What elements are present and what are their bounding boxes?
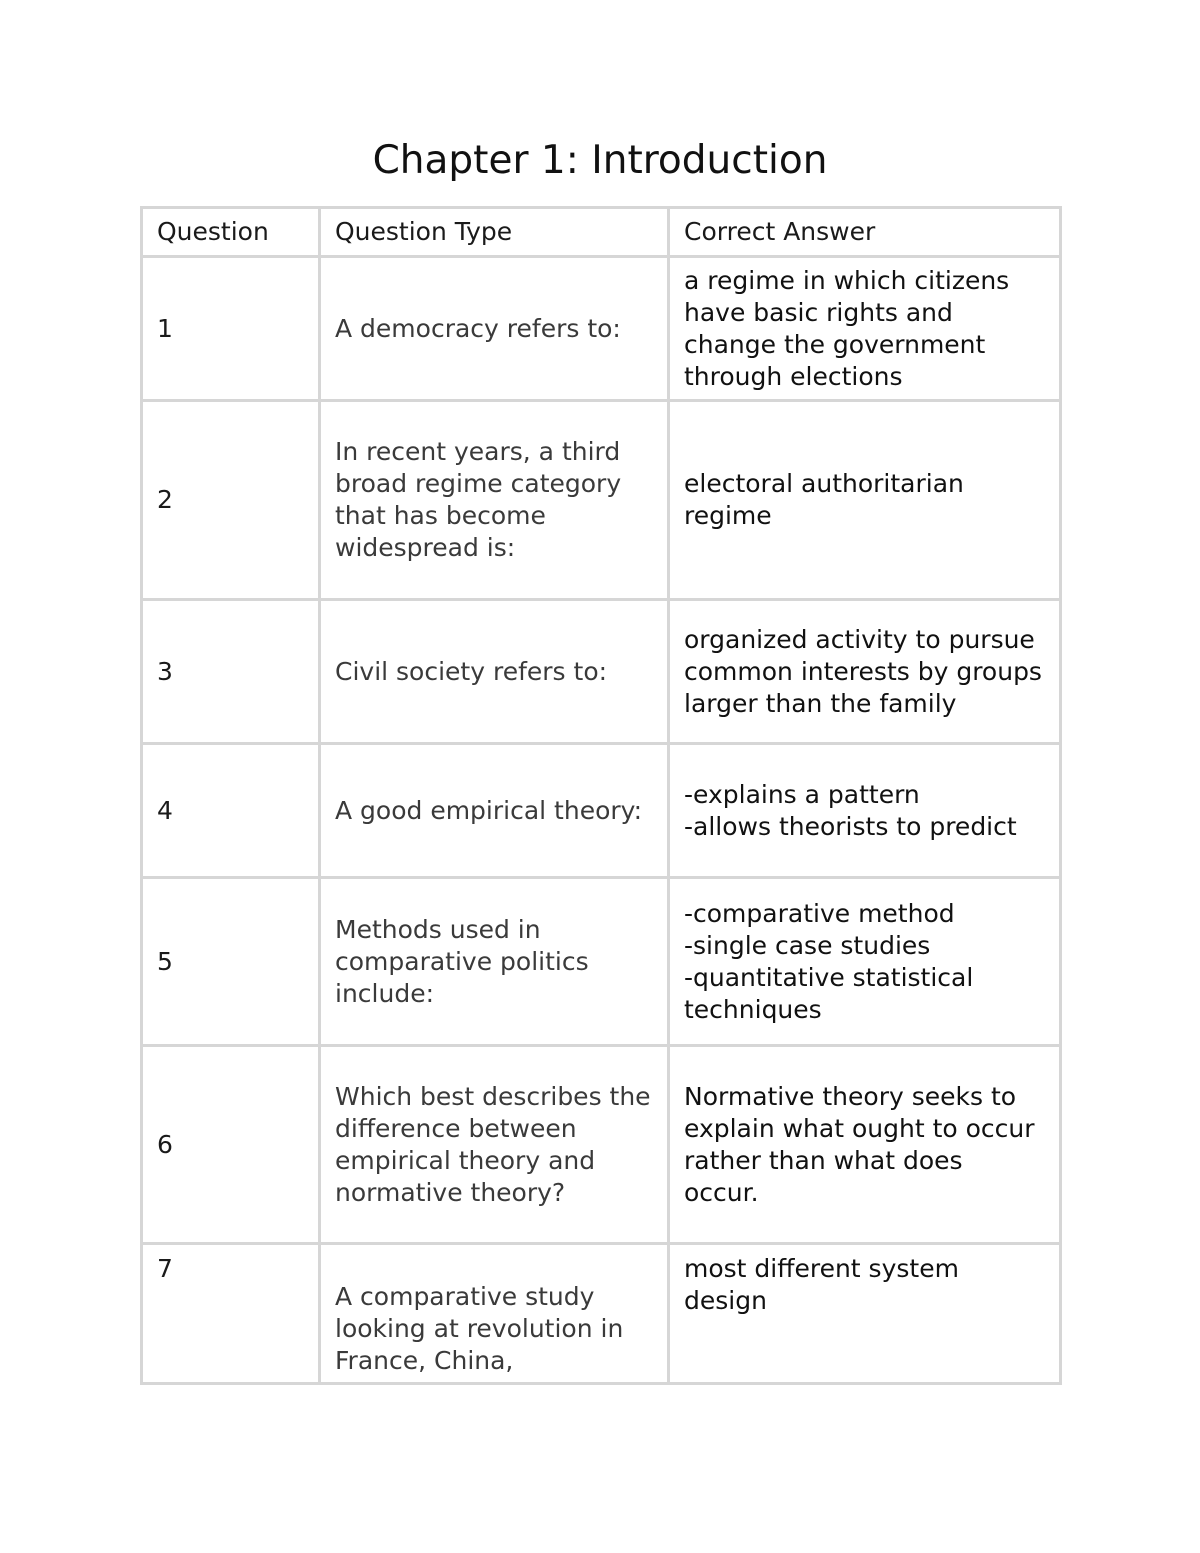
answer-line: -single case studies — [684, 930, 931, 960]
question-text: A comparative study looking at revolution in France, China, — [320, 1244, 669, 1384]
answer-line: a regime in which citizens have basic rights and change the government through elections — [684, 265, 1010, 391]
correct-answer — [669, 257, 1061, 401]
table-row — [142, 1046, 1061, 1244]
question-number: 1 — [142, 257, 320, 401]
header-question: Question — [142, 208, 320, 257]
question-number: 7 — [142, 1244, 320, 1384]
question-text: In recent years, a third broad regime category that has become widespread is: — [320, 401, 669, 600]
table-row — [142, 600, 1061, 744]
table-row — [142, 744, 1061, 878]
table-row — [142, 1244, 1061, 1384]
table-row — [142, 257, 1061, 401]
answer-key-table — [140, 206, 1062, 1385]
correct-answer — [669, 401, 1061, 600]
page-title: Chapter 1: Introduction — [372, 138, 828, 183]
question-text: A good empirical theory: — [320, 744, 669, 878]
table-row — [142, 401, 1061, 600]
correct-answer — [669, 744, 1061, 878]
question-number: 2 — [142, 401, 320, 600]
answer-line: -explains a pattern — [684, 779, 920, 809]
question-number: 4 — [142, 744, 320, 878]
correct-answer — [669, 1244, 1061, 1384]
question-number: 5 — [142, 878, 320, 1046]
question-number: 3 — [142, 600, 320, 744]
header-correct-answer: Correct Answer — [669, 208, 1061, 257]
table-row — [142, 878, 1061, 1046]
answer-line: -quantitative statistical techniques — [684, 962, 974, 1024]
correct-answer — [669, 1046, 1061, 1244]
answer-line: Normative theory seeks to explain what ought to occur rather than what does occur. — [684, 1081, 1035, 1207]
correct-answer — [669, 878, 1061, 1046]
correct-answer — [669, 600, 1061, 744]
answer-line: -allows theorists to predict — [684, 811, 1017, 841]
question-text: Which best describes the difference between empirical theory and normative theory? — [320, 1046, 669, 1244]
table-header-row — [142, 208, 1061, 257]
header-question-type: Question Type — [320, 208, 669, 257]
answer-line: organized activity to pursue common interests by groups larger than the family — [684, 624, 1042, 718]
question-text: Civil society refers to: — [320, 600, 669, 744]
answer-line: electoral authoritarian regime — [684, 469, 964, 530]
answer-line: most different system design — [684, 1254, 959, 1315]
question-text: A democracy refers to: — [320, 257, 669, 401]
question-number: 6 — [142, 1046, 320, 1244]
question-text: Methods used in comparative politics include: — [320, 878, 669, 1046]
answer-line: -comparative method — [684, 898, 955, 928]
